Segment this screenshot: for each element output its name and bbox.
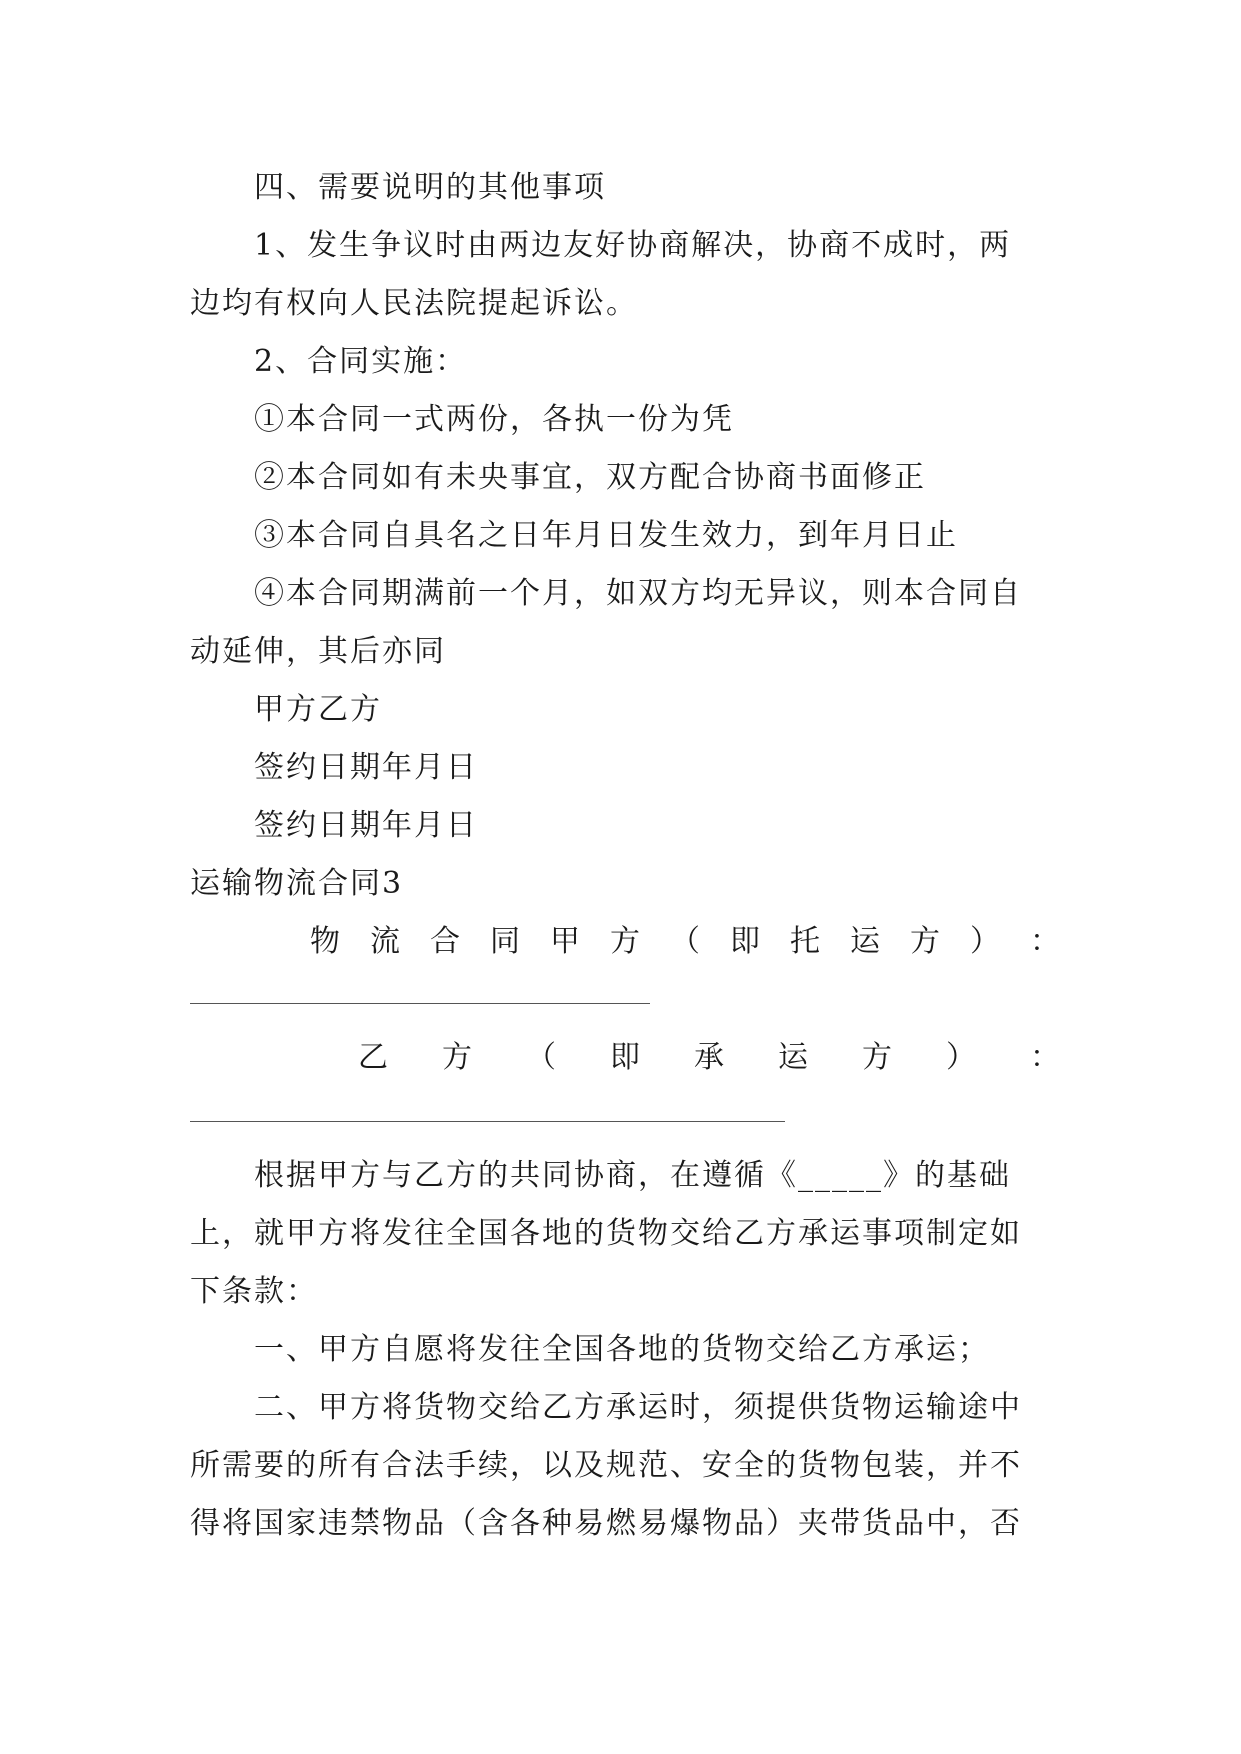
- paragraph-line: 1、发生争议时由两边友好协商解决，协商不成时，两: [254, 228, 1012, 263]
- party-b-char: （: [526, 1040, 556, 1075]
- party-b-line: [358, 1038, 1060, 1078]
- party-b-char: 运: [778, 1040, 808, 1075]
- party-a-char: 合: [430, 924, 460, 959]
- party-a-char: 托: [790, 924, 820, 959]
- paragraph-line: ④本合同期满前一个月，如双方均无异议，则本合同自: [254, 576, 1022, 611]
- party-a-char: ）: [970, 924, 1000, 959]
- party-a-char: 运: [850, 924, 880, 959]
- paragraph-line: ①本合同一式两份，各执一份为凭: [254, 402, 734, 437]
- paragraph-line: ②本合同如有未央事宜，双方配合协商书面修正: [254, 460, 926, 495]
- paragraph-line: 下条款：: [190, 1274, 318, 1309]
- paragraph-line: 上，就甲方将发往全国各地的货物交给乙方承运事项制定如: [190, 1216, 1022, 1251]
- party-b-char: ）: [946, 1040, 976, 1075]
- party-a-char: 即: [730, 924, 760, 959]
- party-b-char: 方: [862, 1040, 892, 1075]
- clause-line: 得将国家违禁物品（含各种易燃易爆物品）夹带货品中，否: [190, 1506, 1022, 1541]
- paragraph-line: 2、合同实施：: [254, 344, 468, 379]
- party-a-line: [310, 922, 1060, 962]
- clause-line: 一、甲方自愿将发往全国各地的货物交给乙方承运；: [254, 1332, 990, 1367]
- signature-date: 签约日期年月日: [254, 808, 478, 843]
- party-b-char: 承: [694, 1040, 724, 1075]
- party-b-blank-rule: [190, 1121, 785, 1122]
- signature-date: 签约日期年月日: [254, 750, 478, 785]
- party-a-char: 甲: [550, 924, 580, 959]
- paragraph-line: 根据甲方与乙方的共同协商，在遵循《_____》的基础: [254, 1158, 1011, 1193]
- party-a-char: 流: [370, 924, 400, 959]
- paragraph-line: ③本合同自具名之日年月日发生效力，到年月日止: [254, 518, 958, 553]
- contract-title: 运输物流合同3: [190, 866, 404, 901]
- section-heading: 四、需要说明的其他事项: [254, 170, 606, 205]
- party-a-char: 物: [310, 924, 340, 959]
- party-a-char: （: [670, 924, 700, 959]
- party-a-char: 方: [910, 924, 940, 959]
- party-a-char: 同: [490, 924, 520, 959]
- party-a-blank-rule: [190, 1003, 650, 1004]
- party-b-char: 方: [442, 1040, 472, 1075]
- party-b-char: 即: [610, 1040, 640, 1075]
- party-b-char: 乙: [358, 1040, 388, 1075]
- paragraph-line: 边均有权向人民法院提起诉讼。: [190, 286, 638, 321]
- clause-line: 二、甲方将货物交给乙方承运时，须提供货物运输途中: [254, 1390, 1022, 1425]
- clause-line: 所需要的所有合法手续，以及规范、安全的货物包装，并不: [190, 1448, 1022, 1483]
- party-b-char: ：: [1030, 1040, 1060, 1075]
- party-a-char: ：: [1030, 924, 1060, 959]
- signature-parties: 甲方乙方: [254, 692, 382, 727]
- paragraph-line: 动延伸，其后亦同: [190, 634, 446, 669]
- party-a-char: 方: [610, 924, 640, 959]
